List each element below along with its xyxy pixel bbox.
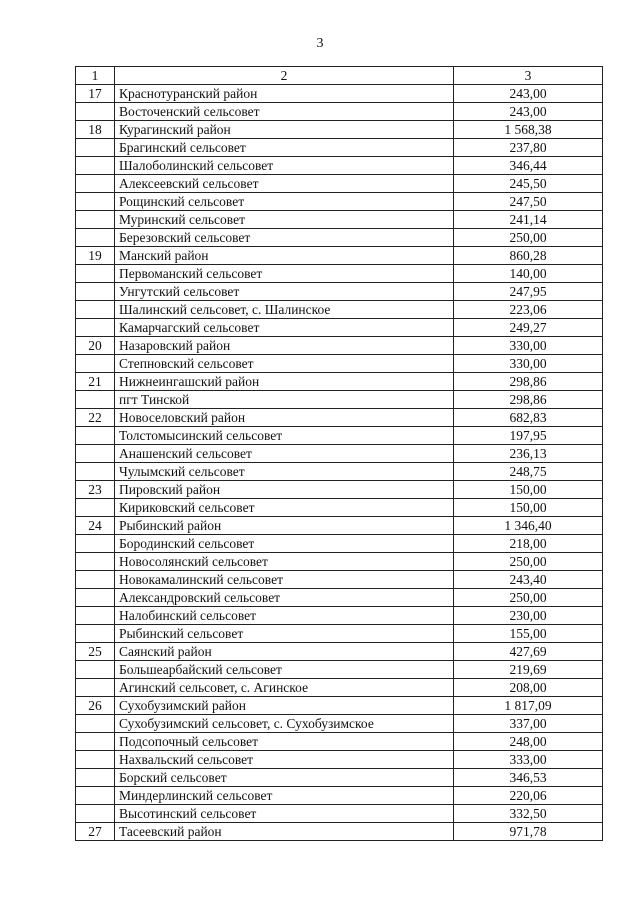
row-name-cell: Чулымский сельсовет bbox=[115, 463, 454, 481]
table-row bbox=[76, 751, 603, 769]
row-number-cell bbox=[76, 445, 115, 463]
row-number-cell bbox=[76, 535, 115, 553]
row-value-cell: 1 817,09 bbox=[454, 697, 603, 715]
table-row bbox=[76, 787, 603, 805]
row-name-cell: Камарчагский сельсовет bbox=[115, 319, 454, 337]
row-name-cell: Подсопочный сельсовет bbox=[115, 733, 454, 751]
table-row bbox=[76, 643, 603, 661]
row-name-cell: Назаровский район bbox=[115, 337, 454, 355]
row-name-cell: Тасеевский район bbox=[115, 823, 454, 841]
table-row bbox=[76, 247, 603, 265]
row-number-cell bbox=[76, 571, 115, 589]
row-number-cell bbox=[76, 139, 115, 157]
row-name-cell: Первоманский сельсовет bbox=[115, 265, 454, 283]
table-row bbox=[76, 337, 603, 355]
page-number: 3 bbox=[316, 36, 324, 51]
data-table bbox=[75, 66, 603, 841]
table-row bbox=[76, 481, 603, 499]
row-number-cell: 27 bbox=[76, 823, 115, 841]
row-name-cell: Шалинский сельсовет, с. Шалинское bbox=[115, 301, 454, 319]
table-row bbox=[76, 139, 603, 157]
row-name-cell: Новосолянский сельсовет bbox=[115, 553, 454, 571]
row-value-cell: 243,40 bbox=[454, 571, 603, 589]
row-name-cell: Манский район bbox=[115, 247, 454, 265]
row-value-cell: 250,00 bbox=[454, 229, 603, 247]
row-number-cell bbox=[76, 427, 115, 445]
row-value-cell: 330,00 bbox=[454, 337, 603, 355]
row-name-cell: Налобинский сельсовет bbox=[115, 607, 454, 625]
table-row bbox=[76, 661, 603, 679]
row-name-cell: Муринский сельсовет bbox=[115, 211, 454, 229]
row-value-cell: 241,14 bbox=[454, 211, 603, 229]
row-name-cell: Березовский сельсовет bbox=[115, 229, 454, 247]
table-row bbox=[76, 571, 603, 589]
row-value-cell: 248,00 bbox=[454, 733, 603, 751]
table-row bbox=[76, 175, 603, 193]
row-number-cell bbox=[76, 589, 115, 607]
row-name-cell: Миндерлинский сельсовет bbox=[115, 787, 454, 805]
row-value-cell: 298,86 bbox=[454, 373, 603, 391]
row-number-cell: 22 bbox=[76, 409, 115, 427]
table-body bbox=[76, 85, 603, 841]
row-value-cell: 346,44 bbox=[454, 157, 603, 175]
table-row bbox=[76, 283, 603, 301]
row-number-cell: 17 bbox=[76, 85, 115, 103]
row-number-cell bbox=[76, 103, 115, 121]
row-value-cell: 243,00 bbox=[454, 85, 603, 103]
row-number-cell bbox=[76, 679, 115, 697]
row-number-cell bbox=[76, 733, 115, 751]
row-name-cell: Пировский район bbox=[115, 481, 454, 499]
table-row bbox=[76, 733, 603, 751]
table-row bbox=[76, 769, 603, 787]
row-value-cell: 346,53 bbox=[454, 769, 603, 787]
table-row bbox=[76, 355, 603, 373]
row-name-cell: Саянский район bbox=[115, 643, 454, 661]
row-value-cell: 219,69 bbox=[454, 661, 603, 679]
row-number-cell: 25 bbox=[76, 643, 115, 661]
row-value-cell: 249,27 bbox=[454, 319, 603, 337]
table-row bbox=[76, 517, 603, 535]
row-value-cell: 140,00 bbox=[454, 265, 603, 283]
row-number-cell bbox=[76, 265, 115, 283]
table-row bbox=[76, 697, 603, 715]
header-row bbox=[76, 67, 603, 85]
table-row bbox=[76, 553, 603, 571]
row-value-cell: 337,00 bbox=[454, 715, 603, 733]
table-row bbox=[76, 463, 603, 481]
row-name-cell: Новокамалинский сельсовет bbox=[115, 571, 454, 589]
row-number-cell: 21 bbox=[76, 373, 115, 391]
row-name-cell: Анашенский сельсовет bbox=[115, 445, 454, 463]
row-value-cell: 332,50 bbox=[454, 805, 603, 823]
table-row bbox=[76, 211, 603, 229]
row-name-cell: Большеарбайский сельсовет bbox=[115, 661, 454, 679]
row-name-cell: Александровский сельсовет bbox=[115, 589, 454, 607]
row-number-cell bbox=[76, 211, 115, 229]
row-number-cell bbox=[76, 319, 115, 337]
row-name-cell: Нахвальский сельсовет bbox=[115, 751, 454, 769]
row-value-cell: 247,95 bbox=[454, 283, 603, 301]
row-name-cell: Шалоболинский сельсовет bbox=[115, 157, 454, 175]
row-name-cell: Алексеевский сельсовет bbox=[115, 175, 454, 193]
row-name-cell: Восточенский сельсовет bbox=[115, 103, 454, 121]
row-number-cell bbox=[76, 769, 115, 787]
table-row bbox=[76, 409, 603, 427]
row-number-cell bbox=[76, 607, 115, 625]
row-name-cell: Агинский сельсовет, с. Агинское bbox=[115, 679, 454, 697]
row-value-cell: 223,06 bbox=[454, 301, 603, 319]
row-number-cell: 24 bbox=[76, 517, 115, 535]
row-name-cell: Кириковский сельсовет bbox=[115, 499, 454, 517]
row-value-cell: 220,06 bbox=[454, 787, 603, 805]
row-value-cell: 230,00 bbox=[454, 607, 603, 625]
header-col-1: 1 bbox=[76, 67, 115, 85]
row-value-cell: 250,00 bbox=[454, 553, 603, 571]
row-number-cell: 23 bbox=[76, 481, 115, 499]
table-row bbox=[76, 121, 603, 139]
row-value-cell: 250,00 bbox=[454, 589, 603, 607]
row-name-cell: Толстомысинский сельсовет bbox=[115, 427, 454, 445]
header-col-2: 2 bbox=[115, 67, 454, 85]
row-name-cell: Бородинский сельсовет bbox=[115, 535, 454, 553]
table-row bbox=[76, 607, 603, 625]
row-number-cell bbox=[76, 553, 115, 571]
table-row bbox=[76, 679, 603, 697]
row-number-cell bbox=[76, 805, 115, 823]
row-value-cell: 150,00 bbox=[454, 481, 603, 499]
table-row bbox=[76, 427, 603, 445]
table-row bbox=[76, 265, 603, 283]
row-value-cell: 248,75 bbox=[454, 463, 603, 481]
row-value-cell: 1 568,38 bbox=[454, 121, 603, 139]
row-number-cell bbox=[76, 625, 115, 643]
row-number-cell bbox=[76, 193, 115, 211]
row-number-cell bbox=[76, 751, 115, 769]
row-name-cell: Степновский сельсовет bbox=[115, 355, 454, 373]
header-col-3: 3 bbox=[454, 67, 603, 85]
row-number-cell: 18 bbox=[76, 121, 115, 139]
row-name-cell: Сухобузимский сельсовет, с. Сухобузимское bbox=[115, 715, 454, 733]
table-row bbox=[76, 445, 603, 463]
row-value-cell: 218,00 bbox=[454, 535, 603, 553]
row-value-cell: 860,28 bbox=[454, 247, 603, 265]
row-number-cell bbox=[76, 157, 115, 175]
row-name-cell: Нижнеингашский район bbox=[115, 373, 454, 391]
table-row bbox=[76, 103, 603, 121]
table-row bbox=[76, 319, 603, 337]
row-name-cell: Рыбинский район bbox=[115, 517, 454, 535]
table-row bbox=[76, 229, 603, 247]
table-row bbox=[76, 535, 603, 553]
table-row bbox=[76, 301, 603, 319]
row-name-cell: Борский сельсовет bbox=[115, 769, 454, 787]
row-value-cell: 150,00 bbox=[454, 499, 603, 517]
row-value-cell: 298,86 bbox=[454, 391, 603, 409]
row-value-cell: 197,95 bbox=[454, 427, 603, 445]
row-name-cell: Брагинский сельсовет bbox=[115, 139, 454, 157]
table-row bbox=[76, 391, 603, 409]
row-number-cell bbox=[76, 499, 115, 517]
row-name-cell: пгт Тинской bbox=[115, 391, 454, 409]
row-number-cell bbox=[76, 355, 115, 373]
row-number-cell bbox=[76, 463, 115, 481]
table-row bbox=[76, 805, 603, 823]
row-value-cell: 236,13 bbox=[454, 445, 603, 463]
row-number-cell bbox=[76, 787, 115, 805]
row-number-cell: 20 bbox=[76, 337, 115, 355]
row-value-cell: 1 346,40 bbox=[454, 517, 603, 535]
row-value-cell: 427,69 bbox=[454, 643, 603, 661]
row-value-cell: 245,50 bbox=[454, 175, 603, 193]
table-row bbox=[76, 625, 603, 643]
row-name-cell: Рощинский сельсовет bbox=[115, 193, 454, 211]
row-value-cell: 237,80 bbox=[454, 139, 603, 157]
table-row bbox=[76, 823, 603, 841]
row-name-cell: Унгутский сельсовет bbox=[115, 283, 454, 301]
row-value-cell: 682,83 bbox=[454, 409, 603, 427]
row-value-cell: 208,00 bbox=[454, 679, 603, 697]
table-header bbox=[76, 67, 603, 85]
table-row bbox=[76, 715, 603, 733]
row-value-cell: 333,00 bbox=[454, 751, 603, 769]
row-value-cell: 247,50 bbox=[454, 193, 603, 211]
row-number-cell bbox=[76, 715, 115, 733]
table-row bbox=[76, 193, 603, 211]
table-row bbox=[76, 85, 603, 103]
row-value-cell: 155,00 bbox=[454, 625, 603, 643]
row-name-cell: Новоселовский район bbox=[115, 409, 454, 427]
table-row bbox=[76, 157, 603, 175]
row-number-cell bbox=[76, 175, 115, 193]
row-number-cell bbox=[76, 283, 115, 301]
row-name-cell: Сухобузимский район bbox=[115, 697, 454, 715]
row-number-cell: 19 bbox=[76, 247, 115, 265]
row-number-cell bbox=[76, 301, 115, 319]
row-number-cell bbox=[76, 229, 115, 247]
row-value-cell: 330,00 bbox=[454, 355, 603, 373]
row-number-cell bbox=[76, 661, 115, 679]
row-name-cell: Краснотуранский район bbox=[115, 85, 454, 103]
table-row bbox=[76, 499, 603, 517]
row-value-cell: 971,78 bbox=[454, 823, 603, 841]
row-number-cell: 26 bbox=[76, 697, 115, 715]
row-name-cell: Высотинский сельсовет bbox=[115, 805, 454, 823]
row-name-cell: Рыбинский сельсовет bbox=[115, 625, 454, 643]
table-row bbox=[76, 373, 603, 391]
row-value-cell: 243,00 bbox=[454, 103, 603, 121]
table-row bbox=[76, 589, 603, 607]
row-number-cell bbox=[76, 391, 115, 409]
row-name-cell: Курагинский район bbox=[115, 121, 454, 139]
